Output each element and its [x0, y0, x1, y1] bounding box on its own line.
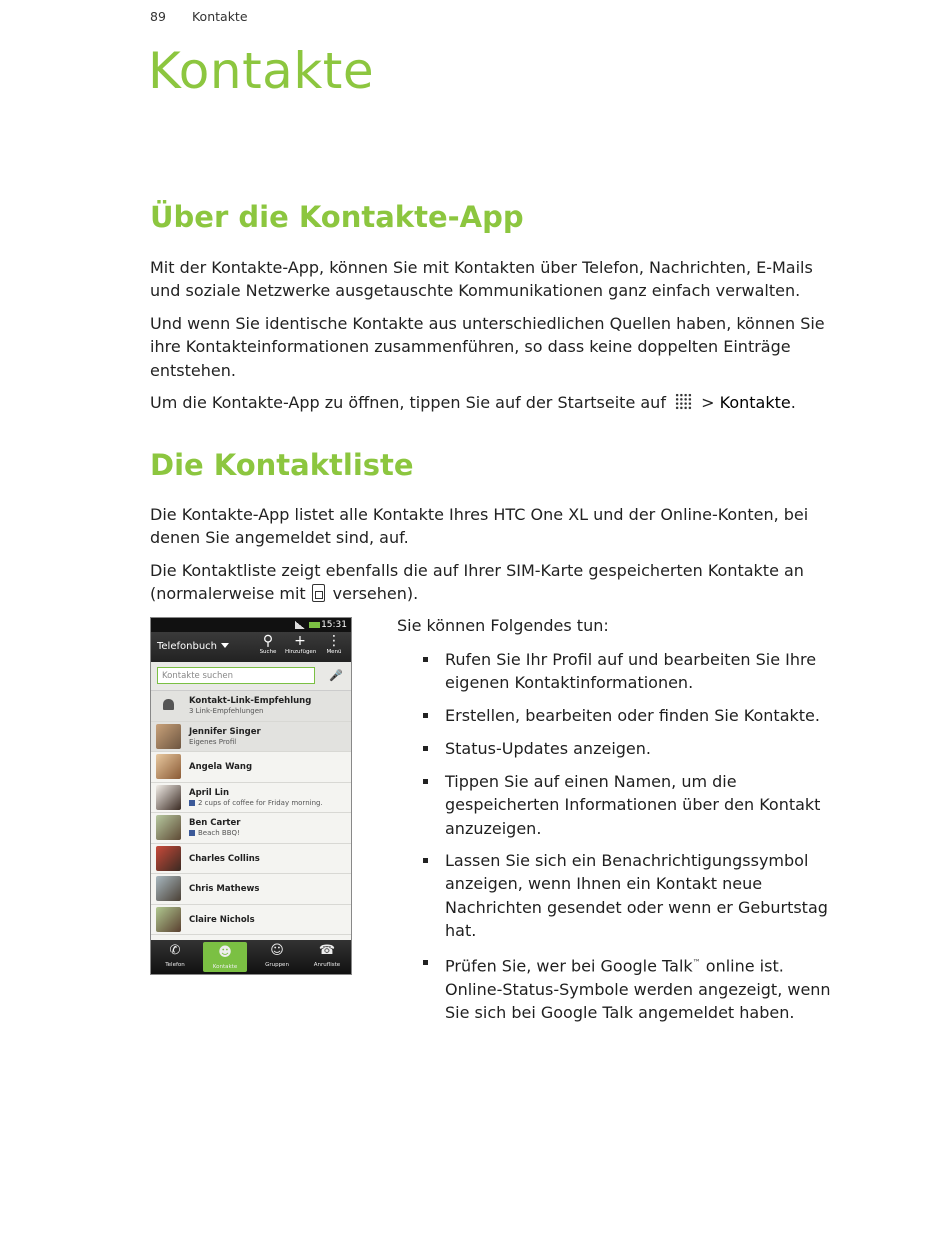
menu-label: Menü — [326, 649, 342, 655]
contact-sub: Eigenes Profil — [189, 737, 237, 746]
avatar — [156, 815, 181, 840]
text: > — [701, 393, 720, 412]
person-icon: ☻ — [218, 945, 232, 960]
bullet-text: Status-Updates anzeigen. — [445, 739, 651, 758]
plus-icon: + — [294, 633, 306, 649]
contact-name: Kontakt-Link-Empfehlung — [189, 696, 312, 706]
signal-icon — [295, 621, 305, 629]
contact-name: Charles Collins — [189, 853, 260, 864]
bullet-item — [423, 849, 843, 942]
page-header — [150, 9, 248, 24]
list-item[interactable] — [151, 783, 351, 814]
contact-name: Chris Mathews — [189, 884, 260, 894]
text: online ist. Online-Status-Symbole werden angezeigt, wenn Sie sich bei Google Talk angemeldet haben. — [445, 956, 831, 1022]
contact-name: Angela Wang — [189, 762, 253, 772]
phone-icon: ✆ — [169, 943, 181, 958]
list-item[interactable] — [151, 905, 351, 936]
tab-label: Telefon — [165, 962, 185, 968]
contact-sub — [189, 829, 240, 837]
contact-name: Ben Carter — [189, 818, 241, 828]
list-item[interactable] — [151, 691, 351, 722]
page-number: 89 — [150, 9, 166, 24]
status-text: Beach BBQ! — [198, 829, 240, 837]
search-label: Suche — [259, 649, 277, 655]
app-title-dropdown[interactable]: Telefonbuch — [157, 641, 229, 652]
list-item[interactable] — [151, 752, 351, 783]
bullet-text — [445, 951, 843, 1024]
group-icon: ☺ — [270, 943, 284, 958]
battery-icon — [309, 622, 320, 628]
avatar — [156, 785, 181, 810]
text: Um die Kontakte-App zu öffnen, tippen Sie auf der Startseite auf — [150, 393, 666, 412]
list-item[interactable] — [151, 844, 351, 875]
status-time: 15:31 — [321, 620, 347, 630]
tab-gruppen[interactable] — [255, 940, 299, 974]
header-section: Kontakte — [191, 9, 248, 24]
bullet-item — [423, 770, 843, 840]
kontakte-label: Kontakte — [719, 393, 791, 412]
text: . — [790, 393, 796, 412]
paragraph: Die Kontakte-App listet alle Kontakte Ihres HTC One XL und der Online-Konten, bei denen Sie angemeldet sind, auf. — [150, 505, 809, 548]
avatar — [156, 907, 181, 932]
avatar — [156, 876, 181, 901]
contact-name: April Lin — [189, 787, 230, 798]
tab-kontakte[interactable] — [203, 942, 247, 972]
menu-button[interactable] — [319, 633, 349, 655]
contact-sub: 3 Link-Empfehlungen — [189, 707, 264, 715]
list-item[interactable] — [151, 874, 351, 905]
bullet-text: Erstellen, bearbeiten oder finden Sie Kontakte. — [445, 706, 820, 725]
add-button[interactable] — [285, 633, 315, 655]
text: Prüfen Sie, wer bei Google Talk — [445, 956, 693, 976]
text: Die Kontaktliste zeigt ebenfalls die auf Ihrer SIM-Karte gespeicherten Kontakte an (normalerweise mit — [150, 561, 804, 604]
bullet-text: Lassen Sie sich ein Benachrichtigungssymbol anzeigen, wenn Ihnen ein Kontakt neue Nachrichten gesendet oder wenn er Geburtstag hat. — [445, 851, 828, 940]
paragraph: Und wenn Sie identische Kontakte aus unterschiedlichen Quellen haben, können Sie ihre Kontakteinformationen zusammenführen, so dass keine doppelten Einträge entstehen. — [150, 314, 825, 380]
search-row — [151, 662, 351, 691]
bottom-tab-bar — [151, 940, 351, 974]
paragraph: Mit der Kontakte-App, können Sie mit Kontakten über Telefon, Nachrichten, E-Mails und soziale Netzwerke ausgetauschte Kommunikationen ganz einfach verwalten. — [150, 258, 813, 301]
microphone-icon[interactable]: 🎤 — [329, 669, 343, 682]
tab-anrufliste[interactable] — [305, 940, 349, 974]
status-bar — [151, 618, 351, 632]
avatar — [156, 754, 181, 779]
search-button[interactable] — [253, 633, 283, 655]
avatar — [156, 846, 181, 871]
facebook-icon — [189, 830, 195, 836]
sim-card-icon — [312, 584, 325, 602]
bullet-item — [423, 648, 843, 695]
facebook-icon — [189, 800, 195, 806]
avatar — [156, 724, 181, 749]
paragraph-sim — [150, 559, 840, 606]
list-lead: Sie können Folgendes tun: — [397, 616, 609, 635]
app-grid-icon — [675, 393, 692, 410]
contact-name: Claire Nichols — [189, 914, 255, 925]
tab-label: Anrufliste — [313, 962, 341, 968]
status-text: 2 cups of coffee for Friday morning. — [198, 798, 323, 807]
tab-label: Kontakte — [212, 964, 238, 970]
action-bar — [151, 632, 351, 662]
bell-icon — [163, 699, 174, 710]
bullet-item — [423, 737, 843, 760]
add-label: Hinzufügen — [285, 649, 317, 655]
bullet-item — [423, 951, 843, 1024]
contact-name: Jennifer Singer — [189, 726, 261, 737]
section-heading-about: Über die Kontakte-App — [150, 200, 524, 234]
search-input[interactable]: Kontakte suchen — [157, 667, 315, 684]
call-log-icon: ☎ — [318, 943, 336, 958]
phone-screenshot — [150, 617, 352, 975]
page-title: Kontakte — [148, 42, 375, 100]
bullet-text: Rufen Sie Ihr Profil auf und bearbeiten Sie Ihre eigenen Kontaktinformationen. — [445, 650, 817, 693]
more-icon: ⋮ — [327, 633, 341, 649]
text: versehen). — [332, 584, 419, 604]
bullet-text: Tippen Sie auf einen Namen, um die gespeicherten Informationen über den Kontakt anzuzeigen. — [445, 772, 821, 838]
tab-label: Gruppen — [265, 962, 289, 968]
contact-sub — [189, 799, 323, 807]
tab-telefon[interactable] — [153, 940, 197, 974]
list-item[interactable] — [151, 722, 351, 753]
section-heading-contact-list: Die Kontaktliste — [150, 448, 414, 482]
trademark: ™ — [692, 958, 701, 967]
search-icon: ⚲ — [262, 633, 274, 649]
paragraph-open-app — [150, 391, 840, 414]
list-item[interactable] — [151, 813, 351, 844]
bullet-item — [423, 704, 843, 727]
